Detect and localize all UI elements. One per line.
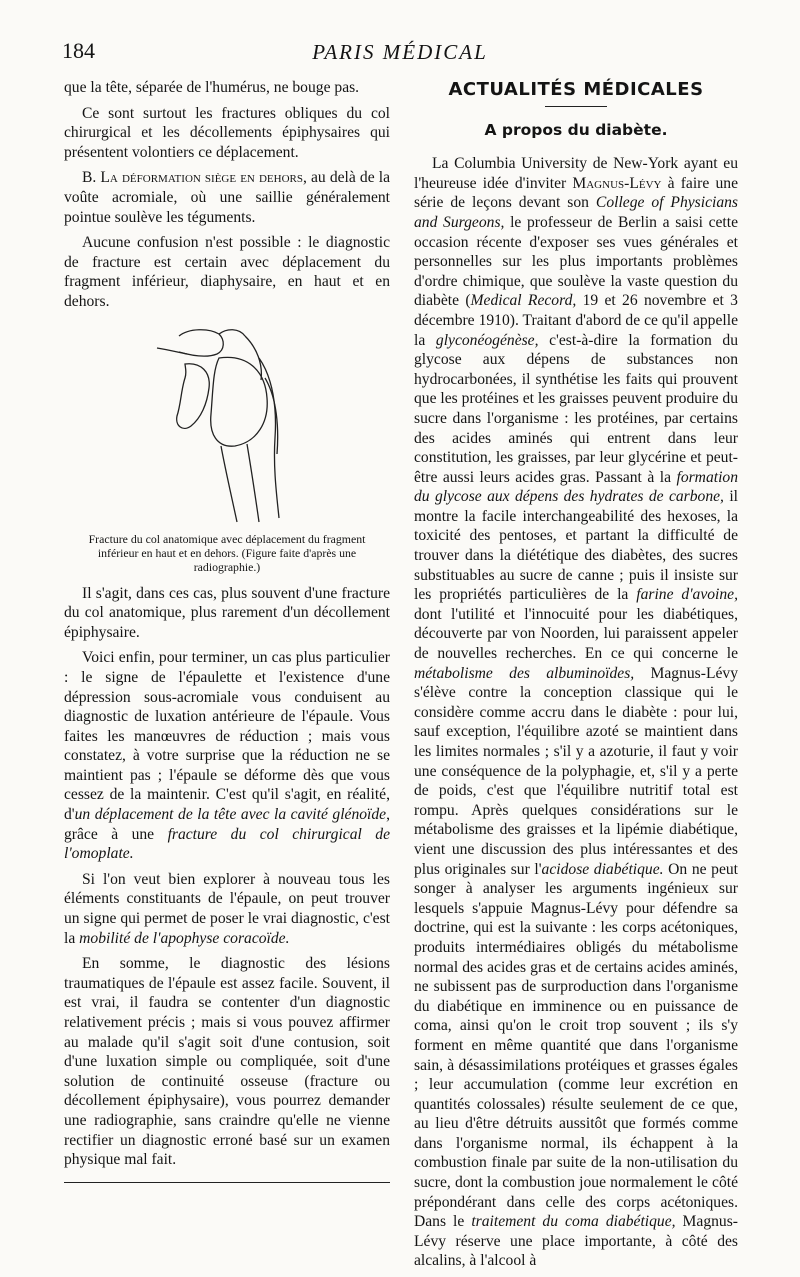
paragraph: En somme, le diagnostic des lésions traumatiques de l'épaule est assez facile. Souvent, il est vrai, il faudra se contenter d'un diagnostic relativement précis ; mais si vous pouvez affirmer au malade qu'il s'agit soit d'une contusion, soit d'une luxation simple ou compliquée, soit d'une solution de continuité osseuse (fracture ou décollement épiphysaire), vous pourrez demander une radiographie, sans craindre qu'elle ne vienne rectifier un diagnostic erroné basé sur un examen physique mal fait. xyxy=(64,955,390,1169)
text-run: à faire une série de leçons devant son xyxy=(414,174,738,212)
section-title: ACTUALITÉS MÉDICALES xyxy=(448,79,704,100)
shoulder-fracture-figure xyxy=(64,318,390,574)
text-run: Magnus-Lévy s'élève contre la conception classique qui le considère comme accru dans le diabète : pour lui, sauf exception, l'équilibre azoté se maintient dans les limites normales ; s'il y a azoturie, il faut y voir une conséquence de la polyphagie, et, s'il y a perte de poids, c'est que l'équilibre nutritif total est rompu. Après quelques considérations sur le métabolisme des graisses et la lipémie diabétique, vient une discussion des plus intéressantes et des plus originales sur l' xyxy=(414,664,738,878)
text-run: Magnus-Lévy réserve une place importante, à côté des alcalins, à l'alcool à xyxy=(414,1213,738,1270)
paragraph: Ce sont surtout les fractures obliques du col chirurgical et les décollements épiphysaires qui présentent volontiers ce déplacement. xyxy=(64,104,390,161)
text-run: dont l'utilité et l'innocuité pour les diabétiques, découverte par von Noorden, lui paraissent appeler de nouvelles recherches. En ce qui concerne le xyxy=(414,605,738,663)
paragraph: Aucune confusion n'est possible : le diagnostic de fracture est certain avec déplacement du fragment inférieur, diaphysaire, en haut et en dehors. xyxy=(64,234,390,310)
text-run: Si l'on veut bien explorer à nouveau tous les éléments constituants de l'épaule, on peut trouver un signe qui permet de poser le vrai diagnostic, c'est la xyxy=(64,870,390,947)
emphasis: fracture du col chirurgical de l'omoplate. xyxy=(64,825,390,863)
paragraph xyxy=(64,168,390,227)
paragraph: que la tête, séparée de l'humérus, ne bouge pas. xyxy=(64,79,360,96)
section-lead: B. La déformation siège en dehors, xyxy=(82,169,307,187)
text-run: , grâce à une xyxy=(64,806,390,843)
emphasis: College of Physicians and Surgeons, xyxy=(414,194,738,231)
text-run: c'est-à-dire la formation du glycose aux dépens de substances non hydrocarbonées, il synthétise les faits qui prouvent que les protéines et les graisses peuvent produire du sucre dans l'organisme : les protéines, par certains des acides aminés qui entrent dans leur constitution, les graisses, par leur glycérine et peut-être aussi leurs acides gras. Passant à la xyxy=(414,331,738,486)
article-title: A propos du diabète. xyxy=(484,120,668,139)
emphasis: métabolisme des albuminoïdes, xyxy=(414,664,635,682)
emphasis: Medical Record, xyxy=(470,292,577,310)
journal-title: PARIS MÉDICAL xyxy=(312,40,488,64)
page-header xyxy=(62,38,738,72)
emphasis: traitement du coma diabétique, xyxy=(471,1213,676,1231)
page-number: 184 xyxy=(62,38,95,63)
paragraph xyxy=(64,648,390,864)
text-run: 19 et 26 novembre et 3 décembre 1910). Traitant d'abord de ce qu'il appelle la xyxy=(414,292,738,349)
right-column xyxy=(414,78,738,1277)
emphasis: formation du glycose aux dépens des hydrates de carbone, xyxy=(414,468,738,506)
text-run: On ne peut songer à analyser les arguments ingénieux sur lesquels s'appuie Magnus-Lévy pour défendre sa doctrine, qui est la suivante : les corps acétoniques, produits intermédiaires obligés du métabolisme normal des acides gras et de certains acides aminés, ne subissent pas de surproduction dans l'organisme du diabétique en imminence ou en puissance de coma, ainsi qu'on le croit trop souvent ; ils s'y forment en même quantité que dans l'organisme sain, à désassimilations protéiques et grasses égales ; leur accumulation (comme leur excrétion en quantités colossales) résulte seulement de ce que, au lieu d'être détruits aussitôt que formés comme dans l'organisme normal, ils échappent à la combustion finale par suite de la non-utilisation du sucre, dont la combustion joue normalement le côté prépondérant dans celle des corps acétoniques. Dans le xyxy=(414,860,738,1231)
text-run: au delà de la voûte acromiale, où une saillie généralement pointue soulève les téguments. xyxy=(64,169,390,226)
emphasis: acidose diabétique. xyxy=(541,860,664,878)
text-run: il montre la facile interchangeabilité des hexoses, la toxicité des pentoses, et partant la difficulté de trouver dans la diététique des diabètes, des sucres substituables au sucre de canne ; puis il insiste sur les propriétés particulières de la xyxy=(414,488,738,604)
text-run: Voici enfin, pour terminer, un cas plus particulier : le signe de l'épaulette et l'existence d'une dépression sous-acromiale vous conduisent au diagnostic de luxation antérieure de l'épaule. Vous faites les manœuvres de réduction ; mais vous constatez, à votre surprise que la réduction ne se maintient pas ; l'épaule se déforme dès que vous cessez de la maintenir. C'est qu'il s'agit, en réalité, d' xyxy=(64,649,390,824)
column-end-rule xyxy=(64,1182,390,1183)
emphasis: glyconéogénèse, xyxy=(435,331,539,349)
text-run: La Columbia University de New-York ayant eu l'heureuse idée d'inviter xyxy=(414,155,738,192)
left-column xyxy=(64,78,390,1183)
paragraph: Il s'agit, dans ces cas, plus souvent d'une fracture du col anatomique, plus rarement d'un décollement épiphysaire. xyxy=(64,584,390,641)
author-name: Magnus-Lévy xyxy=(572,174,662,192)
paragraph xyxy=(64,870,390,948)
title-rule xyxy=(545,106,607,107)
shoulder-fracture-drawing xyxy=(127,318,327,528)
text-run: le professeur de Berlin a saisi cette occasion récente d'exposer ses vues générales et personnelles sur les plus importants problèmes d'ordre chimique, que soulève la vaste question du diabète ( xyxy=(414,213,738,310)
emphasis: mobilité de l'apophyse coracoïde. xyxy=(79,929,290,947)
paragraph xyxy=(414,154,738,1271)
emphasis: farine d'avoine, xyxy=(636,586,739,604)
figure-caption: Fracture du col anatomique avec déplacement du fragment inférieur en haut et en dehors. (Figure faite d'après une radiographie.) xyxy=(88,531,366,574)
emphasis: un déplacement de la tête avec la cavité glénoïde xyxy=(74,806,387,824)
